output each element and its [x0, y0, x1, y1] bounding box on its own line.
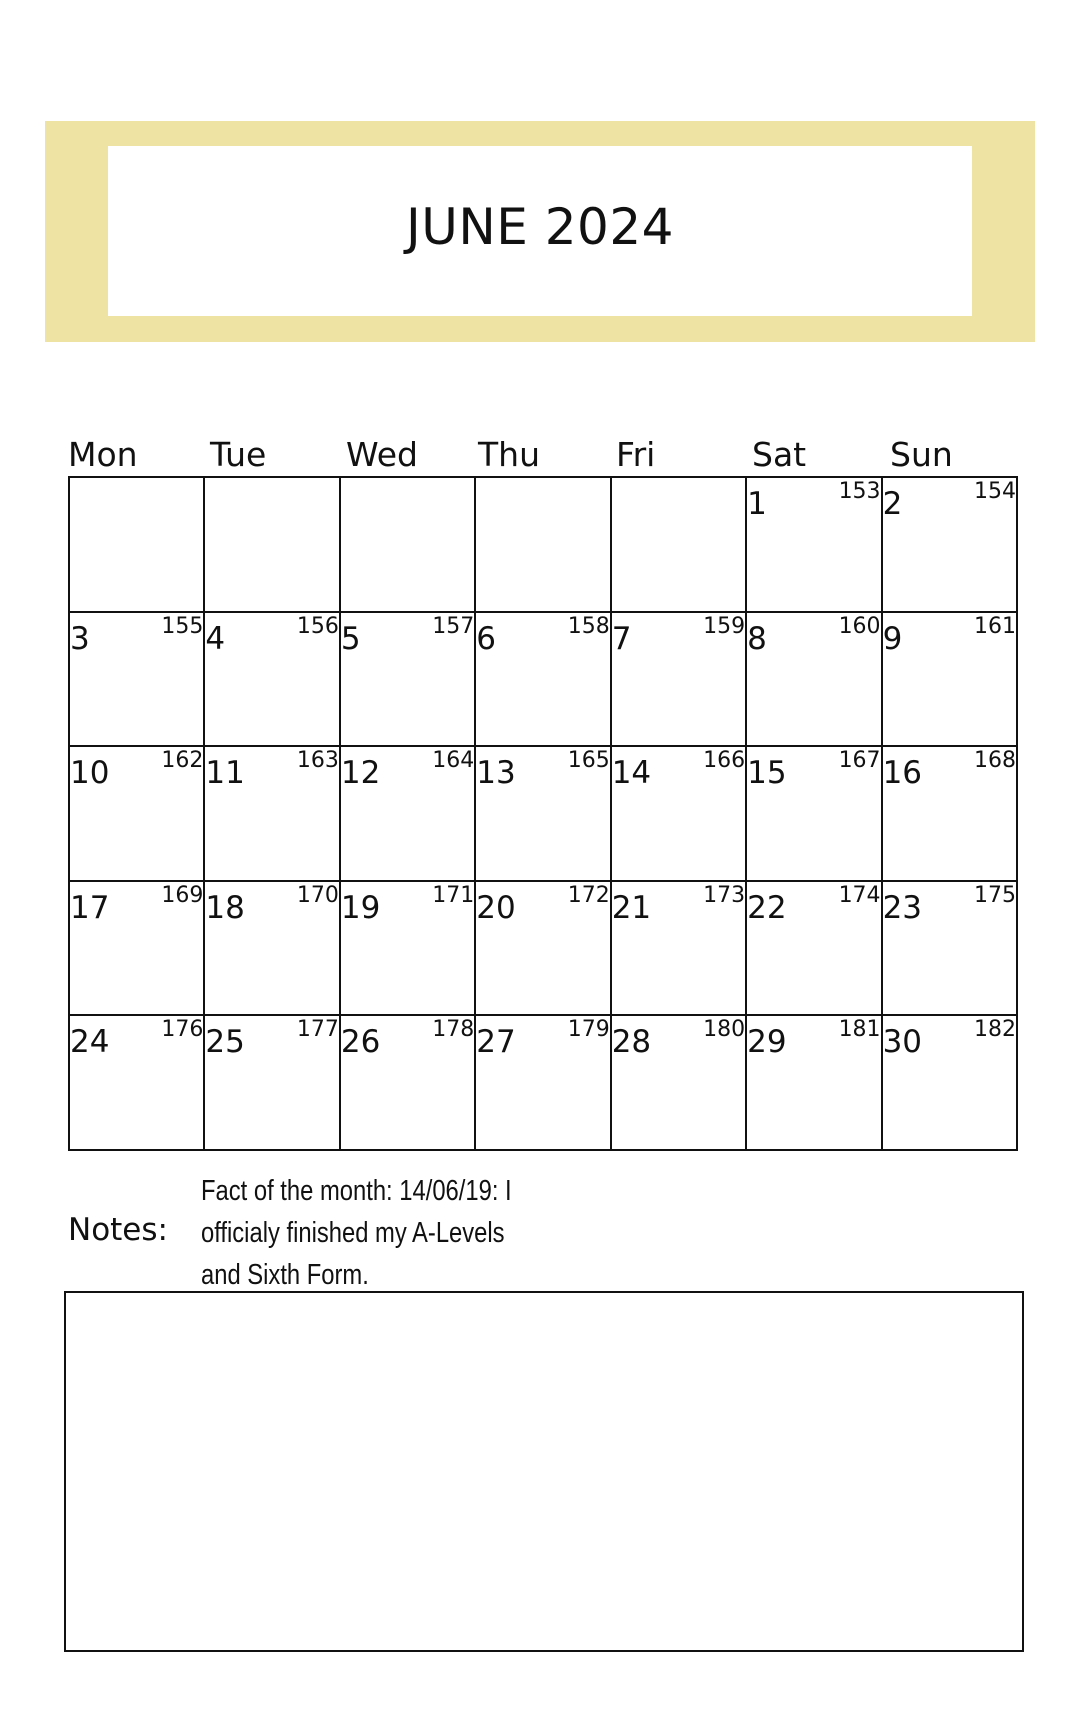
- calendar-day-cell[interactable]: [747, 1016, 882, 1151]
- day-number: 25: [205, 1024, 245, 1061]
- calendar-day-cell[interactable]: [747, 747, 882, 882]
- month-banner: [45, 121, 1035, 342]
- day-number: 28: [611, 1024, 652, 1061]
- notes-label: Notes:: [68, 1212, 168, 1248]
- calendar-day-cell[interactable]: [70, 882, 205, 1017]
- day-number: 19: [340, 889, 381, 926]
- calendar-day-cell[interactable]: [205, 613, 340, 748]
- day-of-year-number: 173: [703, 882, 746, 908]
- day-number: 3: [70, 620, 90, 657]
- calendar-day-cell[interactable]: [883, 747, 1018, 882]
- day-number: 22: [747, 889, 787, 926]
- calendar-day-cell[interactable]: [341, 1016, 476, 1151]
- day-number: 21: [611, 889, 652, 926]
- calendar-day-cell[interactable]: [205, 1016, 340, 1151]
- day-number: 12: [340, 755, 381, 792]
- day-of-year-number: 179: [567, 1017, 610, 1043]
- day-number: 24: [70, 1024, 110, 1061]
- month-title: JUNE 2024: [406, 198, 674, 256]
- weekday-thu: Thu: [478, 435, 540, 474]
- day-of-year-number: 176: [161, 1017, 204, 1043]
- calendar-day-cell[interactable]: [612, 882, 747, 1017]
- day-of-year-number: 172: [567, 882, 610, 908]
- day-of-year-number: 154: [974, 479, 1016, 504]
- day-of-year-number: 162: [161, 748, 204, 774]
- day-number: 16: [882, 755, 923, 792]
- weekday-tue: Tue: [210, 435, 267, 474]
- calendar-day-cell[interactable]: [70, 613, 205, 748]
- day-number: 18: [205, 889, 245, 926]
- calendar-day-cell[interactable]: [341, 613, 476, 748]
- calendar-day-cell[interactable]: [747, 478, 882, 613]
- weekday-fri: Fri: [616, 435, 656, 474]
- calendar-day-cell[interactable]: [70, 1016, 205, 1151]
- day-of-year-number: 153: [838, 479, 881, 504]
- fact-of-the-month: Fact of the month: 14/06/19: I officialy finished my A-Levels and Sixth Form.: [201, 1175, 512, 1291]
- calendar-day-cell[interactable]: [883, 1016, 1018, 1151]
- calendar-day-cell[interactable]: [341, 882, 476, 1017]
- day-of-year-number: 175: [974, 882, 1016, 908]
- day-number: 10: [70, 755, 110, 792]
- day-number: 20: [476, 889, 516, 926]
- calendar-day-cell[interactable]: [476, 882, 611, 1017]
- day-number: 8: [747, 620, 767, 657]
- day-number: 14: [611, 755, 652, 792]
- day-of-year-number: 178: [432, 1017, 475, 1043]
- weekday-header-row: [68, 432, 1020, 478]
- day-number: 6: [476, 620, 497, 657]
- day-of-year-number: 165: [567, 748, 610, 774]
- day-of-year-number: 182: [974, 1017, 1016, 1043]
- calendar-day-cell[interactable]: [476, 613, 611, 748]
- day-of-year-number: 171: [432, 882, 475, 908]
- day-number: 2: [882, 486, 903, 522]
- day-of-year-number: 164: [432, 748, 475, 774]
- calendar-day-cell[interactable]: [341, 478, 476, 613]
- day-of-year-number: 157: [432, 613, 475, 639]
- day-of-year-number: 158: [567, 613, 610, 639]
- calendar-day-cell[interactable]: [883, 478, 1018, 613]
- weekday-mon: Mon: [68, 435, 138, 474]
- day-of-year-number: 177: [296, 1017, 339, 1043]
- calendar-day-cell[interactable]: [612, 613, 747, 748]
- day-of-year-number: 166: [703, 748, 746, 774]
- calendar-day-cell[interactable]: [883, 882, 1018, 1017]
- day-number: 4: [205, 620, 226, 657]
- day-number: 26: [340, 1024, 381, 1061]
- day-number: 13: [476, 755, 516, 792]
- day-number: 30: [882, 1024, 923, 1061]
- weekday-sat: Sat: [752, 435, 807, 474]
- calendar-day-cell[interactable]: [476, 1016, 611, 1151]
- calendar-day-cell[interactable]: [476, 478, 611, 613]
- day-number: 27: [476, 1024, 516, 1061]
- weekday-wed: Wed: [346, 435, 418, 474]
- day-of-year-number: 155: [161, 613, 204, 639]
- day-number: 15: [747, 755, 787, 792]
- day-of-year-number: 170: [296, 882, 339, 908]
- calendar-day-cell[interactable]: [70, 478, 205, 613]
- day-number: 17: [70, 889, 110, 926]
- day-number: 1: [747, 486, 767, 522]
- calendar-day-cell[interactable]: [612, 1016, 747, 1151]
- day-of-year-number: 161: [974, 613, 1016, 639]
- day-number: 11: [205, 755, 245, 792]
- weekday-sun: Sun: [890, 435, 953, 474]
- day-of-year-number: 180: [703, 1017, 746, 1043]
- calendar-day-cell[interactable]: [612, 478, 747, 613]
- calendar-grid: [68, 476, 1018, 1151]
- calendar-day-cell[interactable]: [341, 747, 476, 882]
- day-of-year-number: 168: [974, 748, 1016, 774]
- calendar-day-cell[interactable]: [747, 882, 882, 1017]
- day-of-year-number: 156: [296, 613, 339, 639]
- day-of-year-number: 174: [838, 882, 881, 908]
- notes-box[interactable]: [64, 1291, 1024, 1652]
- day-of-year-number: 169: [161, 882, 204, 908]
- calendar-day-cell[interactable]: [476, 747, 611, 882]
- day-of-year-number: 181: [838, 1017, 881, 1043]
- calendar-day-cell[interactable]: [612, 747, 747, 882]
- day-of-year-number: 163: [296, 748, 339, 774]
- calendar-day-cell[interactable]: [883, 613, 1018, 748]
- calendar-day-cell[interactable]: [205, 747, 340, 882]
- calendar-day-cell[interactable]: [205, 882, 340, 1017]
- day-number: 7: [611, 620, 632, 657]
- month-title-box: [108, 146, 972, 316]
- calendar-day-cell[interactable]: [205, 478, 340, 613]
- day-number: 9: [882, 620, 903, 657]
- day-number: 23: [882, 889, 923, 926]
- calendar-day-cell[interactable]: [70, 747, 205, 882]
- day-of-year-number: 159: [703, 613, 746, 639]
- day-number: 29: [747, 1024, 787, 1061]
- day-of-year-number: 167: [838, 748, 881, 774]
- calendar-day-cell[interactable]: [747, 613, 882, 748]
- day-number: 5: [340, 620, 361, 657]
- day-of-year-number: 160: [838, 613, 881, 639]
